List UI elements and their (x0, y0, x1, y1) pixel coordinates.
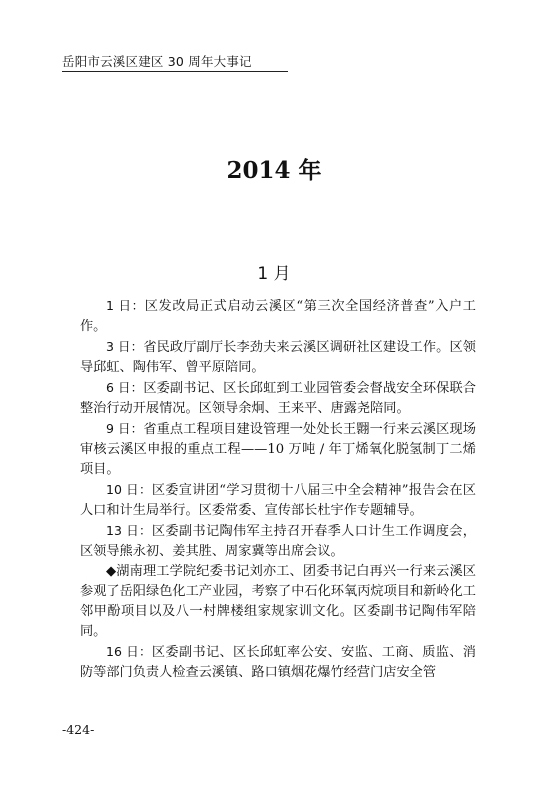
entry-text: 省重点工程项目建设管理一处处长王翾一行来云溪区现场审核云溪区申报的重点工程——10 万吨 / 年丁烯氧化脱氢制丁二烯项目。 (80, 422, 476, 477)
entry-date: 10 日： (106, 482, 152, 497)
page-number: -424- (62, 722, 95, 737)
entry-6 (80, 378, 476, 419)
entry-date: 16 日： (106, 644, 152, 659)
running-header: 岳阳市云溪区建区 30 周年大事记 (62, 54, 252, 69)
entry-text: 区委宣讲团“学习贯彻十八届三中全会精神”报告会在区人口和计生局举行。区委常委、宣传部长杜宇作专题辅导。 (80, 483, 476, 518)
entry-13-bullet (80, 562, 476, 642)
entry-date: 9 日： (106, 421, 144, 436)
month-title: 1 月 (257, 264, 291, 284)
entry-16 (80, 642, 476, 683)
entry-date: 3 日： (106, 339, 144, 354)
entry-text: 省民政厅副厅长李劲夫来云溪区调研社区建设工作。区领导邱虹、陶伟军、曾平原陪同。 (80, 340, 476, 375)
header-rule (62, 71, 288, 72)
entry-3 (80, 337, 476, 378)
entries-list (80, 296, 476, 683)
diamond-bullet-icon: ◆ (106, 564, 117, 579)
entry-9 (80, 419, 476, 480)
entry-date: 1 日： (106, 298, 145, 313)
entry-date: 6 日： (106, 380, 144, 395)
entry-13 (80, 521, 476, 562)
entry-text: 区委副书记陶伟军主持召开春季人口计生工作调度会，区领导熊永初、姜其胜、周家冀等出席会议。 (80, 524, 476, 559)
entry-1 (80, 296, 476, 337)
year-title: 2014 年 (226, 157, 322, 184)
entry-text: 湖南理工学院纪委书记刘亦工、团委书记白再兴一行来云溪区参观了岳阳绿色化工产业园，考察了中石化环氧丙烷项目和新岭化工邻甲酚项目以及八一村牌楼组家规家训文化。区委副书记陶伟军陪同。 (80, 564, 476, 639)
entry-date: 13 日： (106, 523, 152, 538)
entry-text: 区委副书记、区长邱虹率公安、安监、工商、质监、消防等部门负责人检查云溪镇、路口镇烟花爆竹经营门店安全管 (80, 645, 476, 680)
entry-10 (80, 480, 476, 521)
entry-text: 区发改局正式启动云溪区“第三次全国经济普查”入户工作。 (80, 299, 476, 334)
entry-text: 区委副书记、区长邱虹到工业园管委会督战安全环保联合整治行动开展情况。区领导余炯、王来平、唐露尧陪同。 (80, 381, 476, 416)
